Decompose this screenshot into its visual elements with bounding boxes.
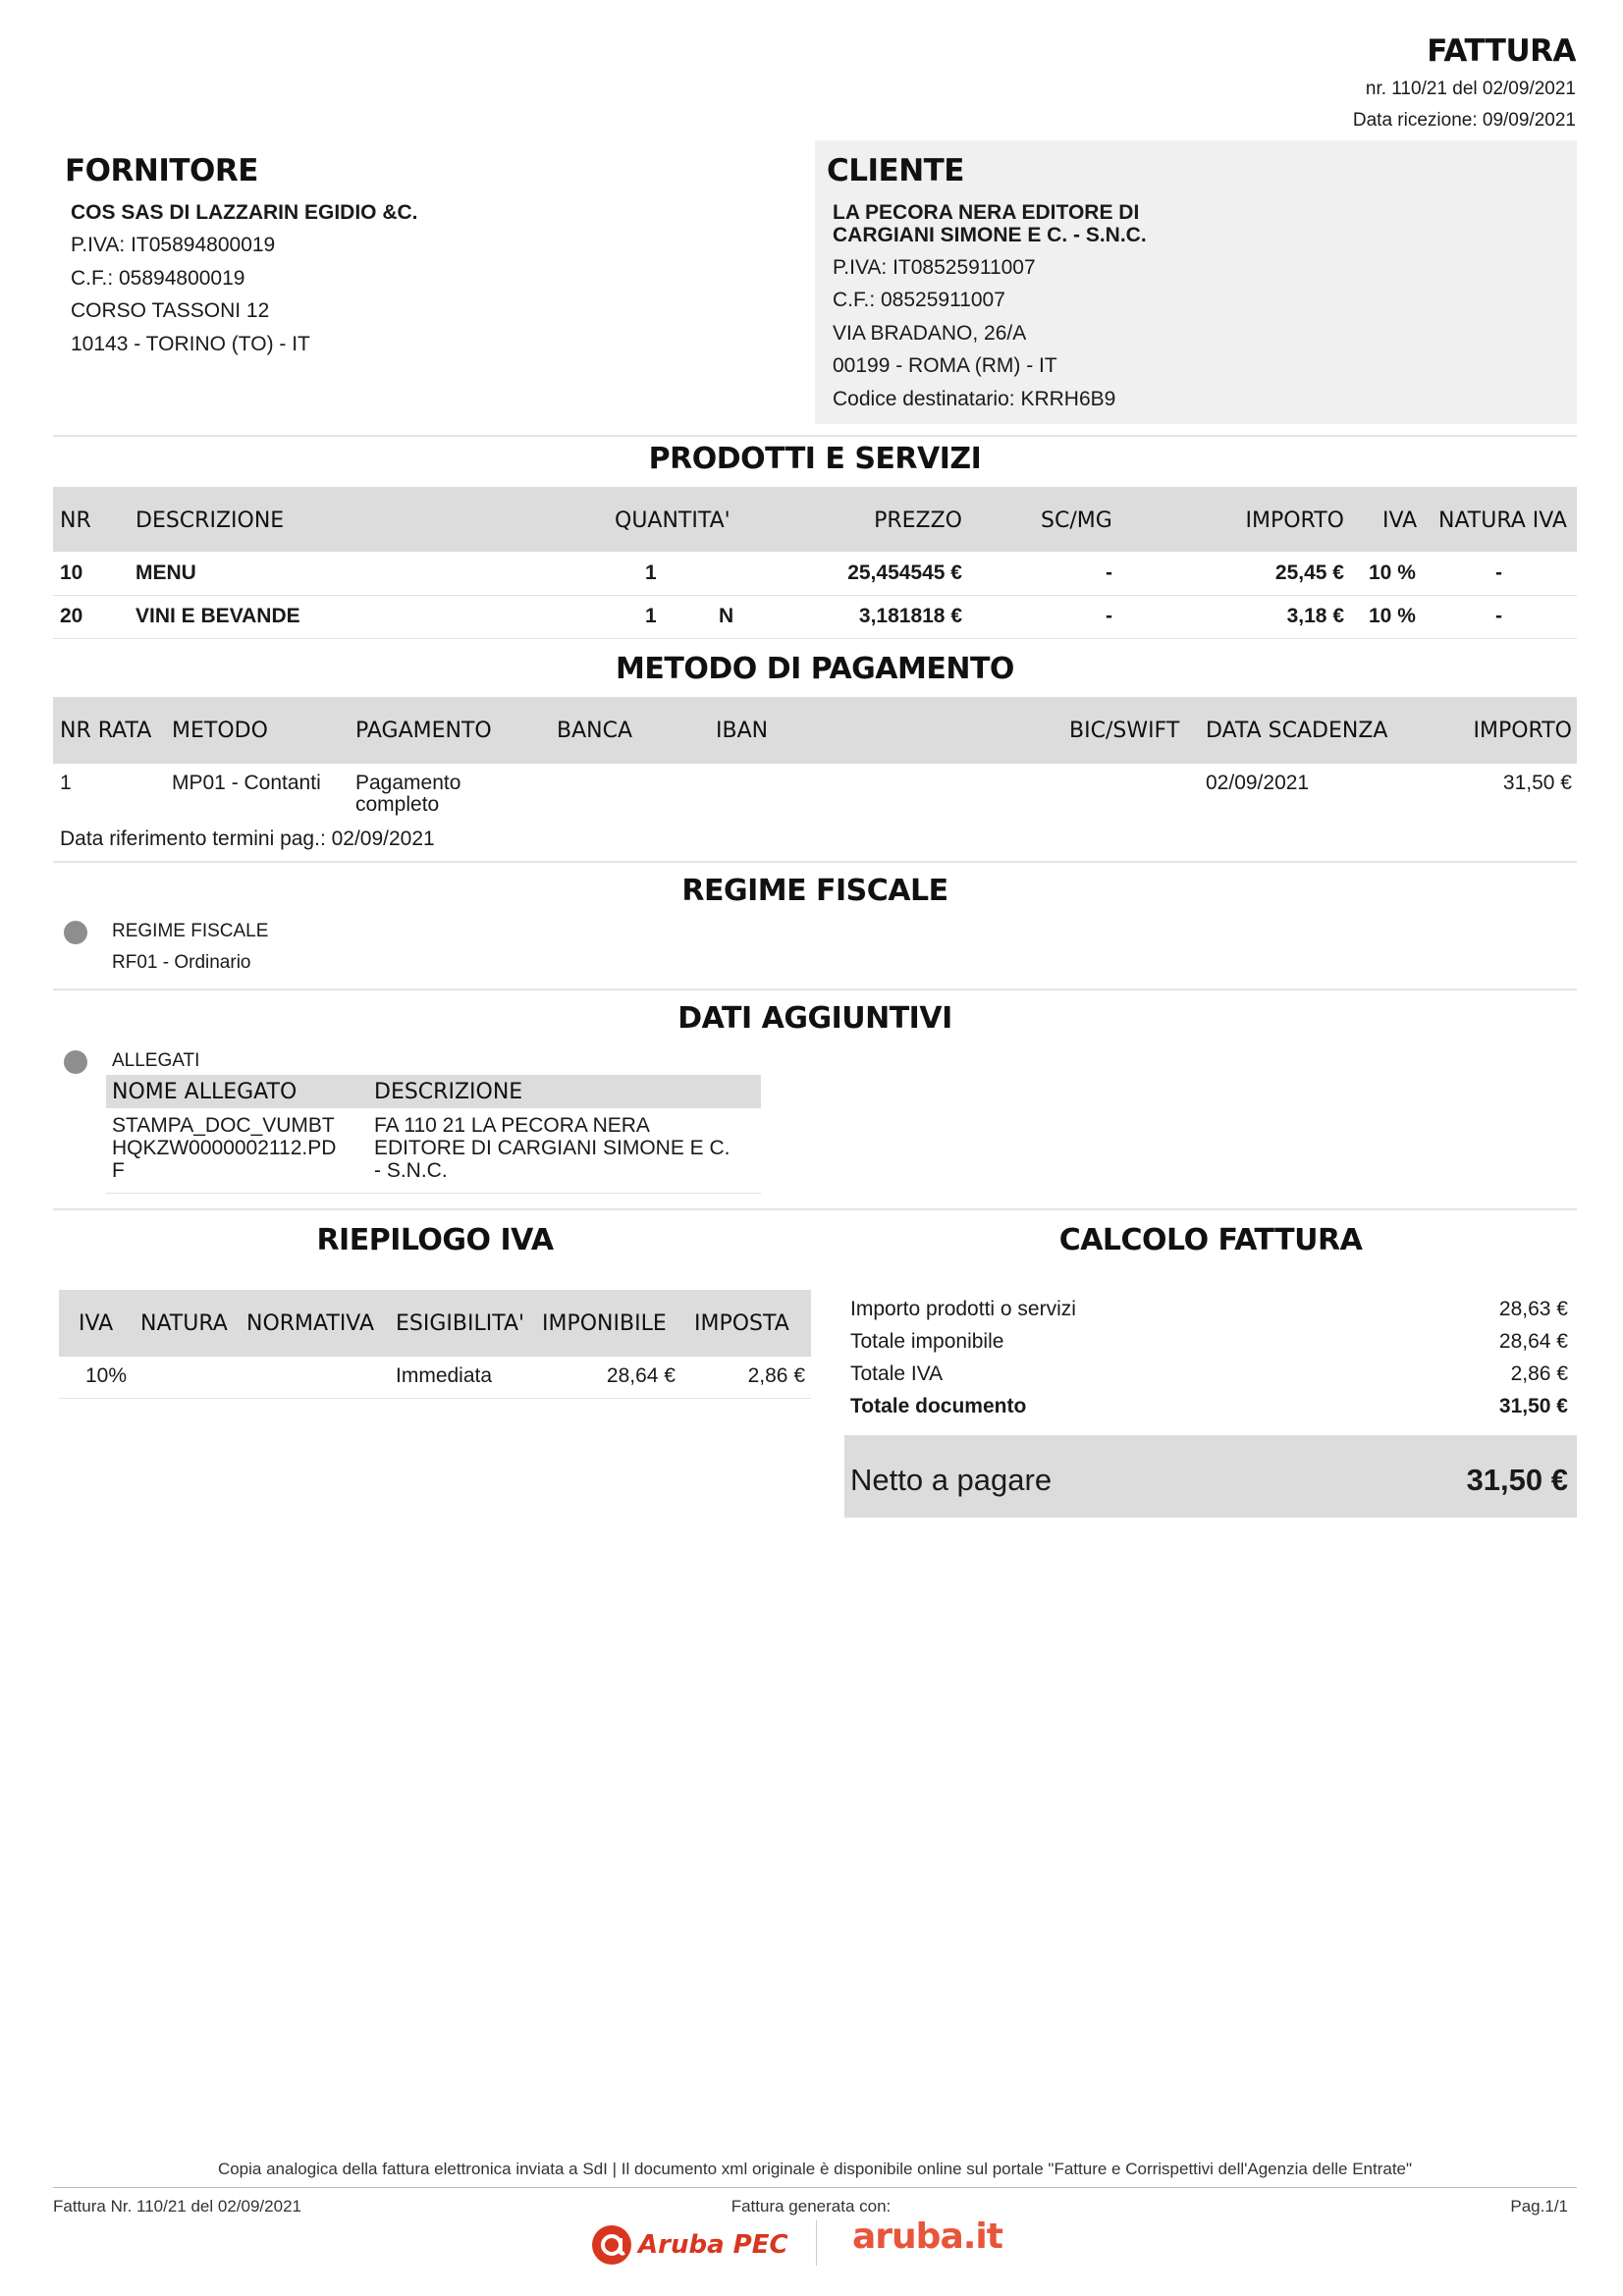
row-prezzo: 25,454545 €: [847, 561, 962, 584]
fiscal-label: REGIME FISCALE: [112, 921, 269, 941]
calc-value-total: 31,50 €: [1498, 1395, 1568, 1417]
calc-label-imponibile: Totale imponibile: [850, 1330, 1004, 1353]
client-block: [815, 140, 1577, 424]
client-title: CLIENTE: [827, 153, 964, 188]
client-recipient-code: Codice destinatario: KRRH6B9: [833, 388, 1116, 410]
col-iban: IBAN: [716, 719, 769, 743]
col-vat-imponibile: IMPONIBILE: [542, 1311, 667, 1336]
attachment-desc-line1: FA 110 21 LA PECORA NERA: [374, 1114, 650, 1137]
pay-pagamento-line2: completo: [355, 793, 440, 816]
document-type: FATTURA: [1427, 33, 1576, 69]
col-iva: IVA: [1382, 508, 1418, 533]
footer-page: Pag.1/1: [1510, 2197, 1568, 2216]
fiscal-value: RF01 - Ordinario: [112, 952, 251, 973]
row-divider: [53, 638, 1577, 639]
supplier-city: 10143 - TORINO (TO) - IT: [71, 333, 310, 355]
row-quantita: 1: [645, 561, 657, 584]
products-title: PRODOTTI E SERVIZI: [648, 442, 982, 476]
divider: [53, 861, 1577, 863]
col-scmg: SC/MG: [1041, 508, 1112, 533]
calc-label-products: Importo prodotti o servizi: [850, 1298, 1076, 1320]
divider: [53, 1208, 1577, 1210]
bullet-icon: [64, 921, 87, 944]
col-metodo: METODO: [172, 719, 268, 743]
col-bic: BIC/SWIFT: [1069, 719, 1180, 743]
col-pay-importo: IMPORTO: [1473, 719, 1572, 743]
col-vat-iva: IVA: [79, 1311, 114, 1336]
net-to-pay-value: 31,50 €: [1466, 1463, 1568, 1497]
row-iva: 10 %: [1369, 561, 1416, 584]
bullet-icon: [64, 1050, 87, 1074]
footer-invoice-ref: Fattura Nr. 110/21 del 02/09/2021: [53, 2197, 301, 2216]
row-nr: 20: [60, 605, 83, 627]
pay-scadenza: 02/09/2021: [1206, 772, 1310, 794]
row-descrizione: MENU: [135, 561, 196, 584]
row-nr: 10: [60, 561, 83, 584]
attachment-desc-line2: EDITORE DI CARGIANI SIMONE E C.: [374, 1137, 730, 1159]
row-descrizione: VINI E BEVANDE: [135, 605, 300, 627]
client-cf: C.F.: 08525911007: [833, 289, 1005, 311]
col-nr-rata: NR RATA: [60, 719, 152, 743]
invoice-number: nr. 110/21 del 02/09/2021: [1365, 79, 1576, 99]
row-natura: -: [1495, 561, 1502, 584]
divider: [53, 435, 1577, 437]
row-divider: [59, 1398, 811, 1399]
client-name-line1: LA PECORA NERA EDITORE DI: [833, 201, 1140, 224]
calc-label-total: Totale documento: [850, 1395, 1027, 1417]
col-descrizione: DESCRIZIONE: [135, 508, 285, 533]
divider: [53, 988, 1577, 990]
col-quantita: QUANTITA': [615, 508, 730, 533]
col-natura-iva: NATURA IVA: [1438, 508, 1567, 533]
attachment-name-line1: STAMPA_DOC_VUMBT: [112, 1114, 335, 1137]
row-prezzo: 3,181818 €: [858, 605, 962, 627]
supplier-title: FORNITORE: [65, 153, 258, 188]
attachment-name-line2: HQKZW0000002112.PD: [112, 1137, 337, 1159]
pay-nr-rata: 1: [60, 772, 72, 794]
supplier-piva: P.IVA: IT05894800019: [71, 234, 276, 256]
client-piva: P.IVA: IT08525911007: [833, 256, 1036, 279]
payment-title: METODO DI PAGAMENTO: [616, 652, 1014, 686]
row-scmg: -: [1106, 605, 1112, 627]
vat-imponibile: 28,64 €: [606, 1364, 676, 1387]
attachment-desc-line3: - S.N.C.: [374, 1159, 448, 1182]
fiscal-title: REGIME FISCALE: [681, 874, 948, 908]
client-name-line2: CARGIANI SIMONE E C. - S.N.C.: [833, 224, 1147, 246]
pay-importo: 31,50 €: [1502, 772, 1572, 794]
row-natura: -: [1495, 605, 1502, 627]
row-divider: [106, 1193, 761, 1194]
aruba-pec-icon: [589, 2222, 634, 2268]
payment-reference-date: Data riferimento termini pag.: 02/09/2021: [60, 828, 435, 850]
col-pagamento: PAGAMENTO: [355, 719, 492, 743]
additional-title: DATI AGGIUNTIVI: [677, 1001, 952, 1036]
col-vat-imposta: IMPOSTA: [694, 1311, 789, 1336]
footer-generated-with: Fattura generata con:: [730, 2197, 892, 2216]
footer-divider: [53, 2187, 1577, 2188]
supplier-name: COS SAS DI LAZZARIN EGIDIO &C.: [71, 201, 418, 224]
pay-metodo: MP01 - Contanti: [172, 772, 321, 794]
row-quantita: 1: [645, 605, 657, 627]
col-scadenza: DATA SCADENZA: [1206, 719, 1388, 743]
footer-notice: Copia analogica della fattura elettronica inviata a SdI | Il documento xml originale è disponibile online sul portale "Fatture e Corrispettivi dell'Agenzia delle Entrate": [217, 2160, 1413, 2178]
aruba-it-logo: aruba.it: [852, 2216, 1002, 2257]
receipt-date: Data ricezione: 09/09/2021: [1352, 110, 1576, 131]
col-allegato-descrizione: DESCRIZIONE: [374, 1080, 523, 1104]
row-divider: [53, 595, 1577, 596]
col-nr: NR: [60, 508, 91, 533]
net-to-pay-label: Netto a pagare: [850, 1463, 1053, 1497]
row-importo: 3,18 €: [1286, 605, 1344, 627]
calc-value-imponibile: 28,64 €: [1498, 1330, 1568, 1353]
supplier-cf: C.F.: 05894800019: [71, 267, 245, 290]
vat-esigibilita: Immediata: [396, 1364, 493, 1387]
attachment-name-line3: F: [112, 1159, 125, 1182]
supplier-address: CORSO TASSONI 12: [71, 299, 270, 322]
col-prezzo: PREZZO: [874, 508, 962, 533]
aruba-pec-text: Aruba PEC: [638, 2230, 788, 2260]
col-vat-natura: NATURA: [140, 1311, 228, 1336]
attachments-label: ALLEGATI: [112, 1050, 200, 1071]
calc-value-products: 28,63 €: [1498, 1298, 1568, 1320]
pay-pagamento-line1: Pagamento: [355, 772, 461, 794]
row-importo: 25,45 €: [1274, 561, 1344, 584]
col-vat-normativa: NORMATIVA: [246, 1311, 375, 1336]
row-iva: 10 %: [1369, 605, 1416, 627]
client-city: 00199 - ROMA (RM) - IT: [833, 354, 1057, 377]
invoice-calc-title: CALCOLO FATTURA: [1058, 1223, 1363, 1257]
vat-imposta: 2,86 €: [747, 1364, 805, 1387]
client-address: VIA BRADANO, 26/A: [833, 322, 1027, 345]
logo-separator: [816, 2220, 817, 2266]
row-unit: N: [719, 605, 734, 627]
row-scmg: -: [1106, 561, 1112, 584]
vat-iva: 10%: [85, 1364, 128, 1387]
aruba-pec-logo: [589, 2220, 788, 2269]
calc-value-iva: 2,86 €: [1510, 1362, 1568, 1385]
col-nome-allegato: NOME ALLEGATO: [112, 1080, 298, 1104]
col-vat-esigibilita: ESIGIBILITA': [396, 1311, 525, 1336]
col-banca: BANCA: [557, 719, 633, 743]
vat-summary-title: RIEPILOGO IVA: [316, 1223, 554, 1257]
calc-label-iva: Totale IVA: [850, 1362, 944, 1385]
col-importo: IMPORTO: [1245, 508, 1344, 533]
